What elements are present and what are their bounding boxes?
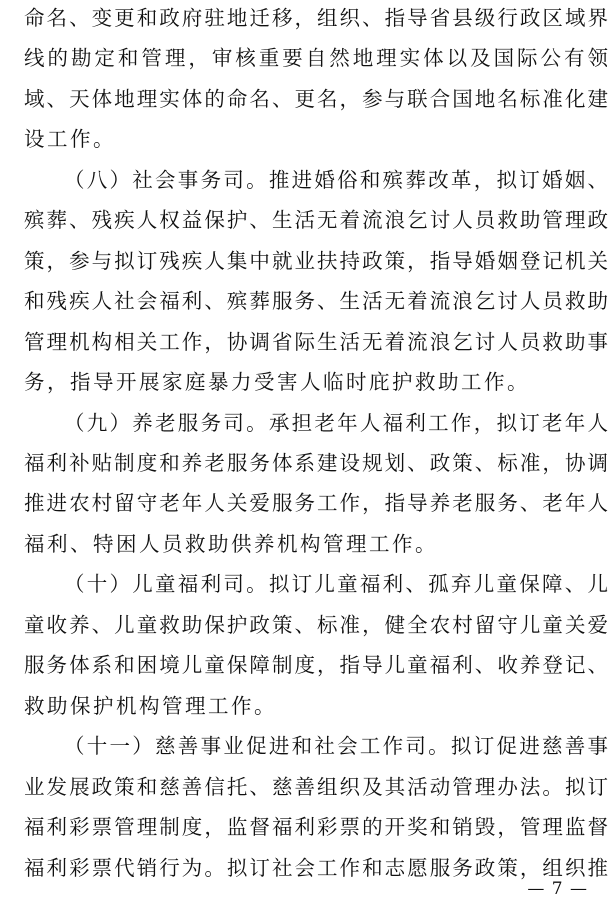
text-line: 管理机构相关工作，协调省际生活无着流浪乞讨人员救助事 xyxy=(24,330,608,354)
text-line: 命名、变更和政府驻地迁移，组织、指导省县级行政区域界 xyxy=(24,6,608,30)
text-line: 福利彩票管理制度，监督福利彩票的开奖和销毁，管理监督 xyxy=(24,815,608,839)
text-line: 务，指导开展家庭暴力受害人临时庇护救助工作。 xyxy=(24,370,530,394)
text-line: 服务体系和困境儿童保障制度，指导儿童福利、收养登记、 xyxy=(24,653,608,677)
paragraph-heading-line: （十）儿童福利司。拟订儿童福利、孤弃儿童保障、儿 xyxy=(64,572,608,596)
text-line: 线的勘定和管理，审核重要自然地理实体以及国际公有领 xyxy=(24,46,608,70)
text-line: 策，参与拟订残疾人集中就业扶持政策，指导婚姻登记机关 xyxy=(24,249,608,273)
text-line: 福利、特困人员救助供养机构管理工作。 xyxy=(24,532,438,556)
text-line: 福利彩票代销行为。拟订社会工作和志愿服务政策，组织推 xyxy=(24,856,608,880)
paragraph-heading-line: （九）养老服务司。承担老年人福利工作，拟订老年人 xyxy=(64,411,608,435)
text-line: 域、天体地理实体的命名、更名，参与联合国地名标准化建 xyxy=(24,87,608,111)
text-line: （十一）慈善事业促进和社会工作司。拟订促进慈善事 xyxy=(64,734,608,758)
text-line: 推进农村留守老年人关爱服务工作，指导养老服务、老年人 xyxy=(24,491,608,515)
text-line: 殡葬、残疾人权益保护、生活无着流浪乞讨人员救助管理政 xyxy=(24,208,608,232)
page-number: — 7 — xyxy=(527,879,588,899)
text-line: 福利补贴制度和养老服务体系建设规划、政策、标准，协调 xyxy=(24,451,608,475)
text-line: 和残疾人社会福利、殡葬服务、生活无着流浪乞讨人员救助 xyxy=(24,289,608,313)
text-line: 业发展政策和慈善信托、慈善组织及其活动管理办法。拟订 xyxy=(24,775,608,799)
text-line: 童收养、儿童救助保护政策、标准，健全农村留守儿童关爱 xyxy=(24,613,608,637)
paragraph-heading-line: （八）社会事务司。推进婚俗和殡葬改革，拟订婚姻、 xyxy=(64,168,608,192)
text-line: 救助保护机构管理工作。 xyxy=(24,694,277,718)
text-line: 设工作。 xyxy=(24,127,116,151)
